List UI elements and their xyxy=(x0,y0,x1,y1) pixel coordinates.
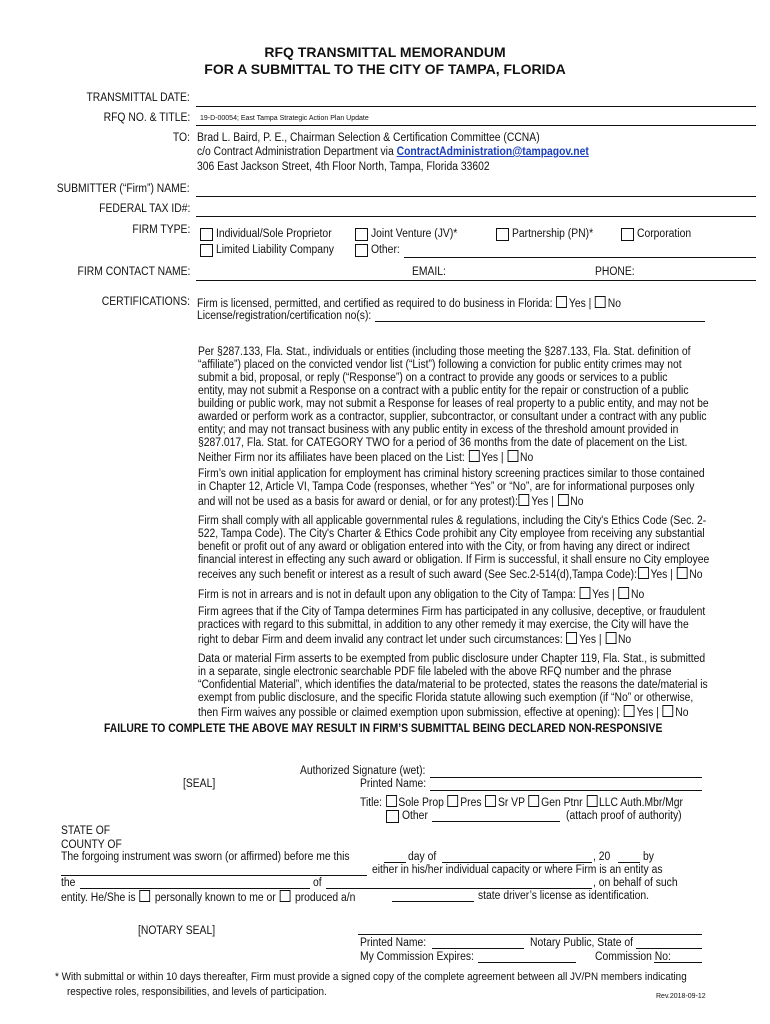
firm-type-other-field[interactable] xyxy=(404,257,756,258)
revision-label: Rev.2018-09-12 xyxy=(656,993,706,1000)
p2-line: Firm’s own initial application for employment has criminal history screening practices similar to those contained xyxy=(198,468,705,480)
p6-line: Data or material Firm asserts to be exempted from public disclosure under Chapter 119, Fla. Stat., is submitted xyxy=(198,653,706,665)
transmittal-date-label: TRANSMITTAL DATE: xyxy=(86,92,190,104)
p6-last-text: then Firm waives any possible or claimed exemption upon submission, effective at opening): xyxy=(198,707,621,719)
ethics-yes-checkbox[interactable] xyxy=(638,567,649,579)
p3-last-line: receives any such benefit or interest as a result of such award (See Sec.2-514(d),Tampa Code): Yes | No xyxy=(198,569,703,581)
notary-printed-field[interactable] xyxy=(432,948,524,949)
firm-type-other-checkbox[interactable] xyxy=(355,244,368,257)
title-genptnr-checkbox[interactable] xyxy=(529,795,540,807)
to-line1: Brad L. Baird, P. E., Chairman Selection & Certification Committee (CCNA) xyxy=(197,132,540,144)
p4-text: Firm is not in arrears and is not in default upon any obligation to the City of Tampa: xyxy=(198,589,576,601)
firm-type-llc-label: Limited Liability Company xyxy=(216,244,334,256)
debar-yes-label: Yes xyxy=(579,634,596,646)
phone-label: PHONE: xyxy=(595,266,635,278)
firm-type-other-label: Other: xyxy=(371,244,400,256)
title-sole-label: Sole Prop xyxy=(398,797,444,809)
p6-line: exempt from public disclosure, and the specific Florida statute allowing such exemption (if “No” or otherwise, xyxy=(198,692,694,704)
p2-line: in Chapter 12, Article VI, Tampa Code (responses, whether “Yes” or “No”, are for informational purposes only xyxy=(198,481,695,493)
license-no-label: No xyxy=(607,298,621,310)
firm-type-sole-label: Individual/Sole Proprietor xyxy=(216,228,332,240)
arrears-yes-label: Yes xyxy=(592,589,610,601)
firm-type-corp-label: Corporation xyxy=(637,228,692,240)
firm-type-label: FIRM TYPE: xyxy=(132,224,190,236)
commission-no-label: Commission No: xyxy=(595,951,671,963)
notary-signature-field[interactable] xyxy=(358,934,702,935)
screening-yes-checkbox[interactable] xyxy=(519,494,530,506)
firm-type-jv-checkbox[interactable] xyxy=(355,228,368,241)
affiant-name-field[interactable] xyxy=(61,875,367,876)
exempt-no-checkbox[interactable] xyxy=(663,705,674,717)
of-text: of xyxy=(313,877,322,889)
county-label: COUNTY OF xyxy=(61,839,122,851)
license-line: Firm is licensed, permitted, and certified as required to do business in Florida: Yes | No xyxy=(197,298,621,310)
produced-checkbox[interactable] xyxy=(279,890,290,902)
debar-yes-checkbox[interactable] xyxy=(567,632,578,644)
ethics-no-checkbox[interactable] xyxy=(677,567,688,579)
p6-last-line: then Firm waives any possible or claimed exemption upon submission, effective at opening): Yes | No xyxy=(198,707,689,719)
printed-name-label: Printed Name: xyxy=(360,778,427,790)
screening-paragraph xyxy=(198,468,705,509)
p2-last-text: and will not be used as a basis for award or denial, or for any protest): xyxy=(198,496,518,508)
debar-no-checkbox[interactable] xyxy=(605,632,616,644)
title-llc-checkbox[interactable] xyxy=(586,795,597,807)
printed-name-field[interactable] xyxy=(430,790,702,791)
seal-label: [SEAL] xyxy=(183,778,216,790)
p3-line: 522, Tampa Code). The City's Charter & Ethics Code prohibit any City employee from receiving any substantial xyxy=(198,528,705,540)
ethics-no-label: No xyxy=(689,569,703,581)
rfq-value: 19-D-00054; East Tampa Strategic Action Plan Update xyxy=(200,115,369,122)
firm-type-sole-checkbox[interactable] xyxy=(200,228,213,241)
p1-line: entity, may not submit a Response on a contract with a public entity for the repair or construction of a public xyxy=(198,385,689,397)
title-pres-checkbox[interactable] xyxy=(448,795,459,807)
entity-text: entity. He/She is xyxy=(61,892,136,904)
title-llc-label: LLC Auth.Mbr/Mgr xyxy=(598,797,683,809)
capacity-text: either in his/her individual capacity or where Firm is an entity as xyxy=(372,864,663,876)
license-number-label: License/registration/certification no(s): xyxy=(197,310,372,322)
list-no-label: No xyxy=(519,452,534,464)
p1-line: entity; and may not transact business with any public entity in excess of the threshold amount provided in xyxy=(198,424,679,436)
p5-last-line: right to debar Firm and deem invalid any contract let under such circumstances: Yes | No xyxy=(198,634,632,646)
title-srvp-checkbox[interactable] xyxy=(485,795,496,807)
p1-line: Per §287.133, Fla. Stat., individuals or entities (including those meeting the §287.133, Fla. Stat. definition of xyxy=(198,346,691,358)
license-yes-label: Yes xyxy=(568,298,586,310)
firm-type-pn-label: Partnership (PN)* xyxy=(512,228,594,240)
p1-line: §287.017, Fla. Stat. for CATEGORY TWO for a period of 36 months from the date of placement on the List. xyxy=(198,437,688,449)
transmittal-date-field[interactable] xyxy=(196,106,756,107)
p5-line: Firm agrees that if the City of Tampa determines Firm has participated in any collusive, deceptive, or fraudulent xyxy=(198,606,706,618)
footnote-line1: * With submittal or within 10 days thereafter, Firm must provide a signed copy of the complete agreement between all JV/PN members indicating xyxy=(55,971,687,983)
license-number-field[interactable] xyxy=(375,321,705,322)
email-label: EMAIL: xyxy=(412,266,446,278)
personally-known-checkbox[interactable] xyxy=(139,890,150,902)
screening-yes-label: Yes xyxy=(531,496,549,508)
title-other-field[interactable] xyxy=(432,821,560,822)
p1-last-line: Neither Firm nor its affiliates have been placed on the List: Yes | No xyxy=(198,452,534,464)
sworn-text-b: day of xyxy=(408,851,437,863)
license-text: Firm is licensed, permitted, and certified as required to do business in Florida: xyxy=(197,298,553,310)
to-line2 xyxy=(197,146,589,159)
p1-line: “affiliate”) placed on the convicted vendor list (“List”) following a conviction for public entity crimes may not xyxy=(198,359,682,371)
p6-line: “Confidential Material”, which identifies the data/material to be protected, states the reasons the date/material is xyxy=(198,679,708,691)
p5-line: practices with regard to this submittal, in addition to any other remedy it may exercise, the City will have the xyxy=(198,619,689,631)
exemption-paragraph xyxy=(198,653,708,720)
exempt-yes-checkbox[interactable] xyxy=(624,705,635,717)
p6-line: in a separate, single electronic searchable PDF file labeled with the above RFQ number and the phrase xyxy=(198,666,672,678)
firm-type-corp-checkbox[interactable] xyxy=(621,228,634,241)
p4-line: Firm is not in arrears and is not in default upon any obligation to the City of Tampa: Yes | No xyxy=(198,589,645,601)
commission-expires-label: My Commission Expires: xyxy=(360,951,474,963)
contract-admin-email-link[interactable]: ContractAdministration@tampagov.net xyxy=(396,146,589,158)
notary-printed-label: Printed Name: xyxy=(360,937,427,949)
p3-line: Firm shall comply with all applicable governmental rules & regulations, including the City's Ethics Code (Sec. 2- xyxy=(198,515,707,527)
p1-line: building or public work, may not submit a Response for leases of real property to a public entity, and may not be xyxy=(198,398,709,410)
identification-line xyxy=(61,890,355,905)
submitter-label: SUBMITTER (“Firm”) NAME: xyxy=(57,183,190,195)
the-text: the xyxy=(61,877,76,889)
authorized-signature-field[interactable] xyxy=(430,777,702,778)
title-label: Title: xyxy=(360,797,383,809)
list-no-checkbox[interactable] xyxy=(507,450,518,462)
rfq-field[interactable] xyxy=(196,125,756,126)
arrears-yes-checkbox[interactable] xyxy=(580,587,591,599)
list-yes-label: Yes xyxy=(481,452,499,464)
sworn-day-field[interactable] xyxy=(384,862,406,863)
collusion-paragraph xyxy=(198,606,706,647)
non-responsive-warning: FAILURE TO COMPLETE THE ABOVE MAY RESULT IN FIRM’S SUBMITTAL BEING DECLARED NON-RESPONSIVE xyxy=(104,723,663,735)
entity-name-field[interactable] xyxy=(326,888,592,889)
submitter-field[interactable] xyxy=(196,196,756,197)
contact-field[interactable] xyxy=(196,280,756,281)
title-other-label: Other xyxy=(402,810,428,822)
license-id-text: state driver’s license as identification. xyxy=(478,890,650,902)
arrears-paragraph xyxy=(198,587,702,602)
to-line2-text: c/o Contract Administration Department via xyxy=(197,146,397,158)
state-label: STATE OF xyxy=(61,825,111,837)
p3-last-text: receives any such benefit or interest as a result of such award (See Sec.2-514(d),Tampa Code): xyxy=(198,569,637,581)
entity-title-field[interactable] xyxy=(80,888,310,889)
authorized-signature-label: Authorized Signature (wet): xyxy=(300,765,426,777)
exempt-no-label: No xyxy=(675,707,689,719)
title-srvp-label: Sr VP xyxy=(497,797,525,809)
notary-public-label: Notary Public, State of xyxy=(530,937,633,949)
attach-proof-note: (attach proof of authority) xyxy=(566,810,682,822)
list-yes-checkbox[interactable] xyxy=(469,450,480,462)
behalf-text: , on behalf of such xyxy=(593,877,678,889)
title-sole-checkbox[interactable] xyxy=(386,795,397,807)
firm-type-jv-label: Joint Venture (JV)* xyxy=(371,228,458,240)
license-no-checkbox[interactable] xyxy=(595,296,606,308)
sworn-text-a: The forgoing instrument was sworn (or affirmed) before me this xyxy=(61,851,350,863)
sworn-month-field[interactable] xyxy=(442,862,592,863)
convicted-vendor-paragraph xyxy=(198,346,709,465)
p1-last-text: Neither Firm nor its affiliates have been placed on the List: xyxy=(198,452,465,464)
sworn-year-field[interactable] xyxy=(618,862,640,863)
arrears-no-label: No xyxy=(631,589,645,601)
p5-last-text: right to debar Firm and deem invalid any contract let under such circumstances: xyxy=(198,634,563,646)
id-type-field[interactable] xyxy=(392,901,474,902)
sworn-text-d: by xyxy=(643,851,654,863)
produced-text: produced a/n xyxy=(294,892,356,904)
p3-line: financial interest in effecting any such award or obligation. If Firm is successful, it shall ensure no City employee xyxy=(198,554,710,566)
rfq-label: RFQ NO. & TITLE: xyxy=(103,112,190,124)
commission-expires-field[interactable] xyxy=(478,962,576,963)
commission-no-field[interactable] xyxy=(654,962,702,963)
page-title: RFQ TRANSMITTAL MEMORANDUM xyxy=(264,44,506,60)
exempt-yes-label: Yes xyxy=(636,707,654,719)
tax-id-field[interactable] xyxy=(196,216,756,217)
license-yes-checkbox[interactable] xyxy=(556,296,567,308)
title-other-checkbox[interactable] xyxy=(386,810,399,823)
title-pres-label: Pres xyxy=(460,797,482,809)
footnote-line2: respective roles, responsibilities, and levels of participation. xyxy=(67,986,327,998)
notary-seal-label: [NOTARY SEAL] xyxy=(138,925,216,937)
p1-line: submit a bid, proposal, or reply (“Response”) on a contract to provide any goods or services to a public xyxy=(198,372,668,384)
arrears-no-checkbox[interactable] xyxy=(618,587,629,599)
to-label: TO: xyxy=(172,132,190,144)
screening-no-checkbox[interactable] xyxy=(558,494,569,506)
contact-name-label: FIRM CONTACT NAME: xyxy=(77,266,190,278)
sworn-text-c: , 20 xyxy=(593,851,611,863)
p1-line: awarded or perform work as a contractor, supplier, subcontractor, or consultant under a contract with any public xyxy=(198,411,707,423)
certifications-label: CERTIFICATIONS: xyxy=(101,296,190,308)
known-text: personally known to me or xyxy=(154,892,276,904)
ethics-paragraph xyxy=(198,515,710,582)
firm-type-llc-checkbox[interactable] xyxy=(200,244,213,257)
firm-type-pn-checkbox[interactable] xyxy=(496,228,509,241)
notary-state-field[interactable] xyxy=(636,948,702,949)
tax-id-label: FEDERAL TAX ID#: xyxy=(98,203,190,215)
title-genptnr-label: Gen Ptnr xyxy=(541,797,583,809)
to-line3: 306 East Jackson Street, 4th Floor North, Tampa, Florida 33602 xyxy=(197,161,490,173)
p3-line: benefit or profit out of any award or obligation entered into with the City, or from having any direct or indirect xyxy=(198,541,690,553)
p2-last-line: and will not be used as a basis for award or denial, or for any protest): Yes | No xyxy=(198,496,584,508)
screening-no-label: No xyxy=(570,496,584,508)
ethics-yes-label: Yes xyxy=(650,569,668,581)
title-row xyxy=(360,795,683,810)
debar-no-label: No xyxy=(617,634,632,646)
page-subtitle: FOR A SUBMITTAL TO THE CITY OF TAMPA, FLORIDA xyxy=(204,61,566,77)
